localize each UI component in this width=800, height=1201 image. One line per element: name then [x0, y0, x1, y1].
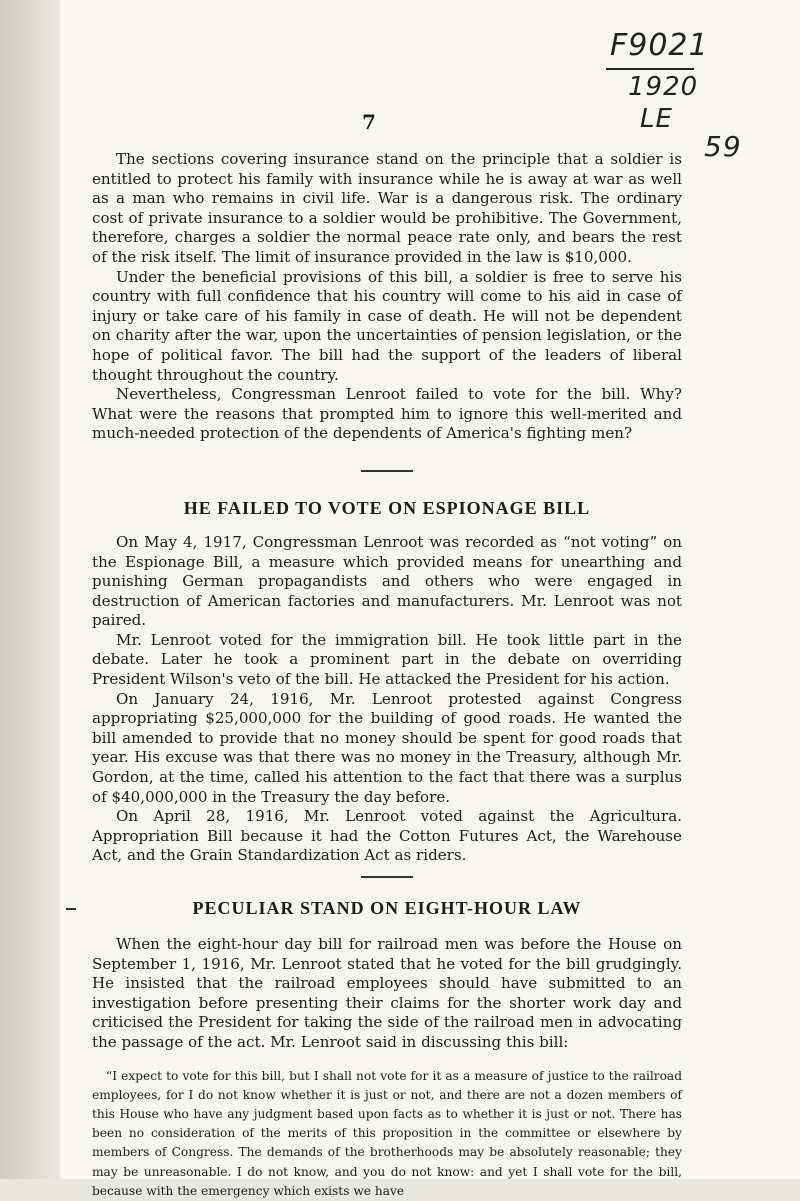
handwritten-corner-number: 59 — [704, 130, 742, 163]
section-paragraph: On January 24, 1916, Mr. Lenroot protested against Congress appropriating $25,000,000 for the building of good roads. He wanted the bill amended to provide that no money should be spent for good roads that year. His excuse was that there was no money in the Treasury, although Mr. Gordon, at the time, called his attention to the fact that there was a surplus of $40,000,000 in the Treasury the day before. — [92, 689, 682, 806]
handwritten-year: 1920 — [628, 72, 699, 102]
section-divider — [361, 876, 413, 878]
page-content — [92, 150, 682, 1201]
page-edge-shadow — [0, 0, 60, 1179]
section-heading-eight-hour: PECULIAR STAND ON EIGHT-HOUR LAW — [192, 898, 582, 918]
margin-mark — [66, 908, 76, 910]
handwritten-catalog-number: F9021 — [610, 28, 709, 63]
intro-paragraph: Under the beneficial provisions of this bill, a soldier is free to serve his country with full confidence that his country will come to his aid in case of injury or take care of his family in case of death. He will not be dependent on charity after the war, upon the uncertainties of pension legislation, or the hope of political favor. The bill had the support of the leaders of liberal thought throughout the country. — [92, 267, 682, 384]
page-number: 7 — [362, 110, 376, 134]
section-paragraph: On April 28, 1916, Mr. Lenroot voted against the Agricultura. Appropriation Bill because it had the Cotton Futures Act, the Warehouse Act, and the Grain Standardization Act as riders. — [92, 807, 682, 865]
section-divider — [361, 470, 413, 472]
section-paragraph: Mr. Lenroot voted for the immigration bill. He took little part in the debate. Later he took a prominent part in the debate on overriding President Wilson's veto of the bill. He attacked the President for his action. — [92, 630, 682, 689]
intro-paragraph: Nevertheless, Congressman Lenroot failed to vote for the bill. Why? What were the reasons that prompted him to ignore this well-merited and much-needed protection of the dependents of America's fighting men? — [92, 385, 682, 443]
quoted-statement: “I expect to vote for this bill, but I shall not vote for it as a measure of justice to the railroad employees, for I do not know whether it is just or not, and there are not a dozen members of this House who have any judgment based upon facts as to whether it is just or not. There has been no consideration of the merits of this proposition in the committee or elsewhere by members of Congress. The demands of the brotherhoods may be absolutely reasonable; they may be unreasonable. I do not know, and you do not know: and yet I shall vote for the bill, because with the emergency which exists we have — [92, 1068, 682, 1198]
section-heading-espionage: HE FAILED TO VOTE ON ESPIONAGE BILL — [183, 497, 591, 518]
section-paragraph: When the eight-hour day bill for railroad men was before the House on September 1, 1916, Mr. Lenroot stated that he voted for the bill grudgingly. He insisted that the railroad employees should have submitted to an investigation before presenting their claims for the shorter work day and criticised the President for taking the side of the railroad men in advocating the passage of the act. Mr. Lenroot said in discussing this bill: — [92, 935, 682, 1051]
intro-paragraph: The sections covering insurance stand on the principle that a soldier is entitled to protect his family with insurance while he is away at war as well as a man who remains in civil life. War is a dangerous risk. The ordinary cost of private insurance to a soldier would be prohibitive. The Government, therefore, charges a soldier the normal peace rate only, and bears the rest of the risk itself. The limit of insurance provided in the law is $10,000. — [92, 150, 682, 266]
handwritten-initials: LE — [640, 104, 673, 134]
section-paragraph: On May 4, 1917, Congressman Lenroot was recorded as “not voting” on the Espionage Bill, a measure which provided means for unearthing and punishing German propagandists and others who were engaged in destruction of American factories and manufacturers. Mr. Lenroot was not paired. — [92, 532, 682, 630]
handwritten-underline — [606, 68, 694, 70]
